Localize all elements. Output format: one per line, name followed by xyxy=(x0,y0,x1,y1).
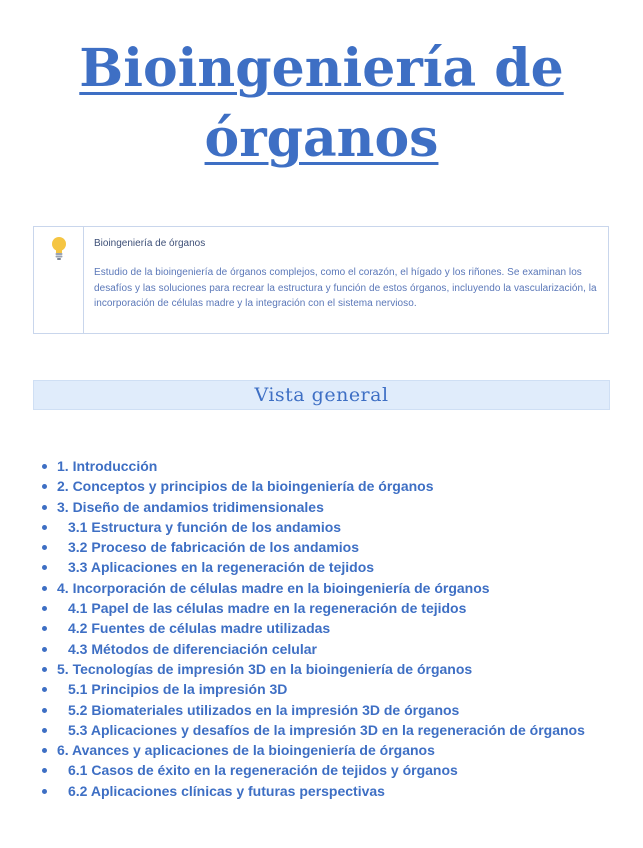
toc-subitem[interactable]: 3.1 Estructura y función de los andamios xyxy=(40,517,585,537)
toc-subitem[interactable]: 6.1 Casos de éxito en la regeneración de tejidos y órganos xyxy=(40,760,585,780)
toc-item[interactable]: 1. Introducción xyxy=(40,456,585,476)
toc-item[interactable]: 5. Tecnologías de impresión 3D en la bioingeniería de órganos xyxy=(40,659,585,679)
toc-subitem[interactable]: 4.3 Métodos de diferenciación celular xyxy=(40,639,585,659)
callout-text: Estudio de la bioingeniería de órganos complejos, como el corazón, el hígado y los riñones. Se examinan los desafíos y las soluciones para recrear la estructura y función de estos órganos, incluyendo la vascularización, la incorporación de células madre y la integración con el sistema nervioso. xyxy=(94,267,597,309)
callout-icon-column xyxy=(34,227,84,333)
toc-subitem[interactable]: 5.3 Aplicaciones y desafíos de la impresión 3D en la regeneración de órganos xyxy=(40,720,585,740)
toc-subitem[interactable]: 4.1 Papel de las células madre en la regeneración de tejidos xyxy=(40,598,585,618)
toc-subitem[interactable]: 3.2 Proceso de fabricación de los andamios xyxy=(40,537,585,557)
page-title-line-1: Bioingeniería de xyxy=(79,38,564,99)
toc-subitem[interactable]: 6.2 Aplicaciones clínicas y futuras perspectivas xyxy=(40,781,585,801)
summary-callout xyxy=(33,226,609,334)
page-title-line-2: órganos xyxy=(204,108,439,169)
lightbulb-icon xyxy=(51,236,67,262)
overview-heading: Vista general xyxy=(33,380,610,410)
page-title xyxy=(0,34,643,174)
callout-title: Bioingeniería de órganos xyxy=(94,238,206,249)
toc-subitem[interactable]: 3.3 Aplicaciones en la regeneración de tejidos xyxy=(40,557,585,577)
toc-item[interactable]: 4. Incorporación de células madre en la bioingeniería de órganos xyxy=(40,578,585,598)
toc-subitem[interactable]: 5.1 Principios de la impresión 3D xyxy=(40,679,585,699)
toc-item[interactable]: 2. Conceptos y principios de la bioingeniería de órganos xyxy=(40,476,585,496)
toc-subitem[interactable]: 5.2 Biomateriales utilizados en la impresión 3D de órganos xyxy=(40,700,585,720)
toc-item[interactable]: 3. Diseño de andamios tridimensionales xyxy=(40,497,585,517)
callout-body xyxy=(84,227,608,333)
toc-subitem[interactable]: 4.2 Fuentes de células madre utilizadas xyxy=(40,618,585,638)
table-of-contents xyxy=(40,456,585,801)
toc-item[interactable]: 6. Avances y aplicaciones de la bioingeniería de órganos xyxy=(40,740,585,760)
